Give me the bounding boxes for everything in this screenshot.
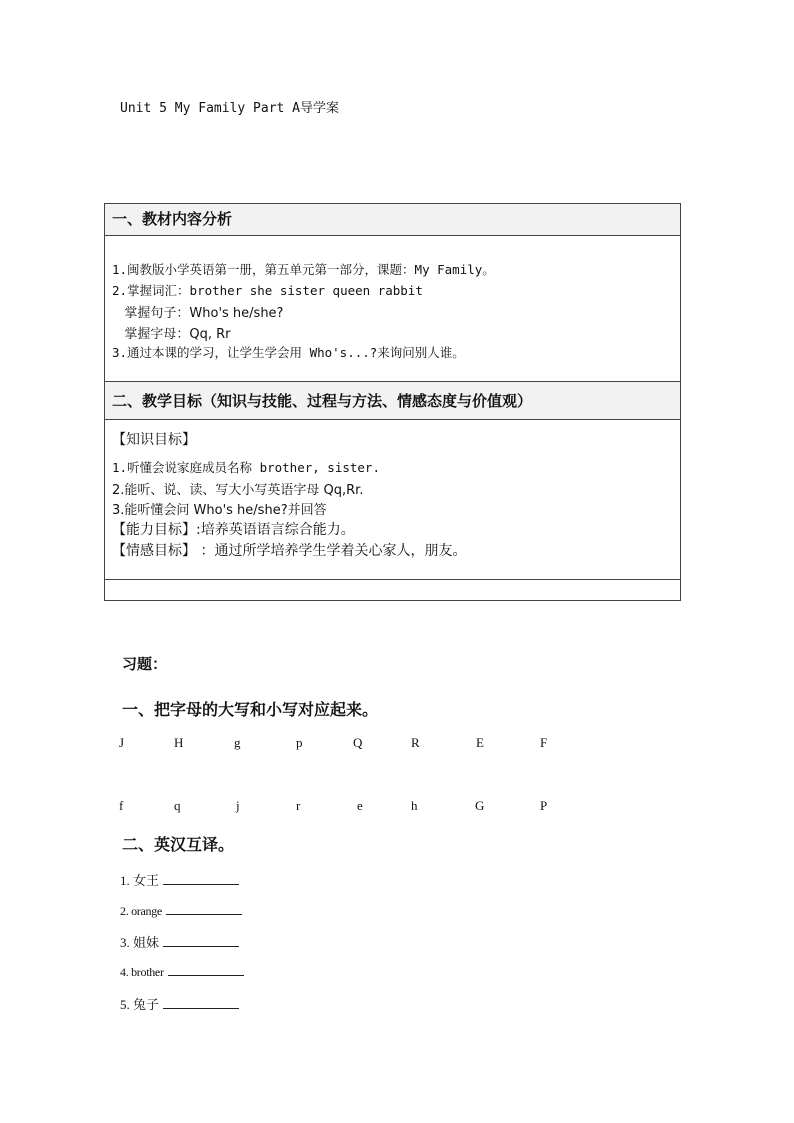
translate-item-1-text: 1. 女王 [120,873,160,888]
letter-upper-7: E [476,735,484,750]
section1-line-2: 2.掌握词汇：brother she sister queen rabbit [112,283,423,298]
section1-line-4: 掌握字母：Qq, Rr [112,327,231,342]
section1-heading: 一、教材内容分析 [105,204,680,236]
letter-lower-3: j [236,798,240,813]
letter-lower-8: P [540,798,548,813]
section2-line-1: 【知识目标】 [112,432,196,448]
answer-blank-1[interactable] [163,872,239,885]
letter-upper-1: J [119,735,125,750]
letter-lower-5: e [357,798,363,813]
exercise1-heading: 一、把字母的大写和小写对应起来。 [122,700,379,719]
section2-line-3: 2.能听、说、读、写大小写英语字母 Qq,Rr. [112,483,364,498]
letter-lower-6: h [411,798,418,813]
section2-heading: 二、教学目标（知识与技能、过程与方法、情感态度与价值观） [105,381,680,420]
section1-line-3: 掌握句子：Who's he/she? [112,306,284,321]
section2-line-6: 【情感目标】 ：通过所学培养学生学着关心家人，朋友。 [112,543,467,559]
answer-blank-3[interactable] [163,934,239,947]
translate-item-2-text: 2. orange [120,904,162,918]
translate-item-5-text: 5. 兔子 [120,997,160,1012]
translate-item-2 [120,902,242,919]
lesson-analysis-table [104,203,681,601]
letter-lower-1: f [119,798,124,813]
letter-upper-6: R [411,735,420,750]
letter-lower-7: G [475,798,485,813]
page-title: Unit 5 My Family Part A导学案 [120,101,340,116]
letter-upper-4: p [296,735,303,750]
translate-item-3 [120,932,239,951]
letter-upper-2: H [174,735,184,750]
answer-blank-2[interactable] [166,902,242,915]
letter-lower-2: q [174,798,181,813]
exercises-title: 习题： [122,655,168,673]
section2-line-4: 3.能听懂会问 Who's he/she?并回答 [112,503,327,518]
letter-upper-5: Q [353,735,363,750]
answer-blank-5[interactable] [163,996,239,1009]
exercise2-heading: 二、英汉互译。 [122,835,235,854]
section2-line-5: 【能力目标】:培养英语语言综合能力。 [112,522,355,538]
translate-item-1 [120,870,239,889]
letter-upper-3: g [234,735,241,750]
answer-blank-4[interactable] [168,963,244,976]
section2-line-2: 1.听懂会说家庭成员名称 brother, sister. [112,460,380,475]
section1-line-5: 3.通过本课的学习，让学生学会用 Who's...?来询问别人谁。 [112,345,465,360]
translate-item-3-text: 3. 姐妹 [120,935,160,950]
translate-item-5 [120,994,239,1013]
letter-lower-4: r [296,798,301,813]
letter-upper-8: F [540,735,548,750]
translate-item-4-text: 4. brother [120,965,164,979]
translate-item-4 [120,963,244,980]
section1-line-1: 1.闽教版小学英语第一册，第五单元第一部分，课题：My Family。 [112,262,495,277]
empty-table-row [105,579,680,580]
